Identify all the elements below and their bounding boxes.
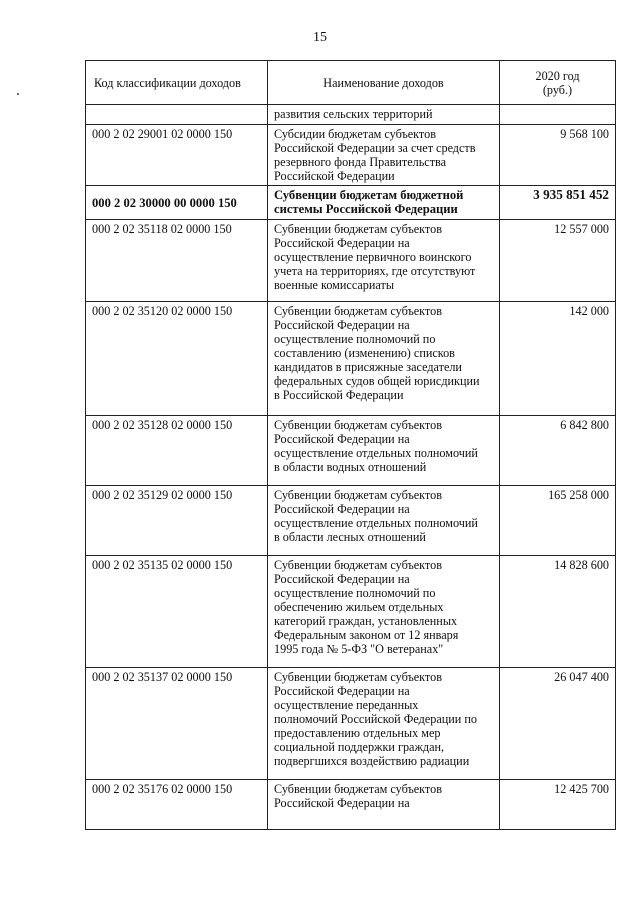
- row-name: [268, 186, 500, 220]
- row-name-line: развития сельских территорий: [274, 107, 433, 121]
- row-name-line: Субвенции бюджетам субъектов: [274, 418, 442, 432]
- row-name: [268, 125, 500, 186]
- row-name-line: 1995 года № 5-ФЗ "О ветеранах": [274, 642, 444, 656]
- header-name: Наименование доходов: [268, 61, 500, 105]
- row-name-line: кандидатов в присяжные заседатели: [274, 360, 462, 374]
- row-amount: [500, 105, 616, 125]
- table-row: [86, 186, 616, 220]
- row-name-line: осуществление отдельных полномочий: [274, 516, 478, 530]
- row-name-line: системы Российской Федерации: [274, 202, 458, 216]
- row-amount: 26 047 400: [500, 668, 616, 780]
- row-name-line: в области водных отношений: [274, 460, 427, 474]
- header-code: Код классификации доходов: [86, 61, 268, 105]
- table-row: [86, 220, 616, 302]
- table-header-row: [86, 61, 616, 105]
- row-name-line: Российской Федерации: [274, 169, 395, 183]
- row-name-line: осуществление отдельных полномочий: [274, 446, 478, 460]
- row-name-line: осуществление переданных: [274, 698, 419, 712]
- header-amount-unit: (руб.): [542, 82, 573, 97]
- row-name-line: обеспечению жильем отдельных: [274, 600, 444, 614]
- row-code: 000 2 02 35120 02 0000 150: [86, 302, 268, 416]
- table-row: [86, 556, 616, 668]
- income-table: [85, 60, 616, 830]
- row-name-line: осуществление полномочий по: [274, 332, 436, 346]
- row-name: [268, 668, 500, 780]
- row-name-line: осуществление первичного воинского: [274, 250, 472, 264]
- row-amount: 12 557 000: [500, 220, 616, 302]
- row-name-line: Субвенции бюджетам субъектов: [274, 782, 442, 796]
- table-row: [86, 125, 616, 186]
- row-name: [268, 486, 500, 556]
- row-code: 000 2 02 35137 02 0000 150: [86, 668, 268, 780]
- row-name: [268, 556, 500, 668]
- row-name-line: Субвенции бюджетам бюджетной: [274, 188, 464, 202]
- page-number: 15: [313, 30, 327, 45]
- row-name-line: Федеральным законом от 12 января: [274, 628, 459, 642]
- table-row: [86, 302, 616, 416]
- row-name-line: полномочий Российской Федерации по: [274, 712, 477, 726]
- row-name-line: категорий граждан, установленных: [274, 614, 458, 628]
- row-code: 000 2 02 35129 02 0000 150: [86, 486, 268, 556]
- row-name-line: Субвенции бюджетам субъектов: [274, 304, 442, 318]
- row-name-line: Российской Федерации на: [274, 236, 410, 250]
- row-name-line: подвергшихся воздействию радиации: [274, 754, 470, 768]
- row-name-line: Субвенции бюджетам субъектов: [274, 558, 442, 572]
- row-name-line: осуществление полномочий по: [274, 586, 436, 600]
- row-code: 000 2 02 30000 00 0000 150: [86, 186, 268, 220]
- row-name: [268, 302, 500, 416]
- row-name-line: Российской Федерации на: [274, 502, 410, 516]
- table-row: [86, 486, 616, 556]
- row-amount: 3 935 851 452: [500, 186, 616, 220]
- row-code: 000 2 02 35118 02 0000 150: [86, 220, 268, 302]
- table-row: [86, 105, 616, 125]
- row-code: [86, 105, 268, 125]
- table-row: [86, 416, 616, 486]
- row-name-line: Российской Федерации на: [274, 684, 410, 698]
- row-name-line: Субвенции бюджетам субъектов: [274, 488, 442, 502]
- row-name-line: Российской Федерации на: [274, 432, 410, 446]
- row-name-line: Российской Федерации за счет средств: [274, 141, 476, 155]
- table-body: [86, 105, 616, 830]
- row-code: 000 2 02 35135 02 0000 150: [86, 556, 268, 668]
- row-name-line: Российской Федерации на: [274, 796, 410, 810]
- row-name: [268, 220, 500, 302]
- row-name-line: Субсидии бюджетам субъектов: [274, 127, 436, 141]
- row-name-line: резервного фонда Правительства: [274, 155, 447, 169]
- table-row: [86, 668, 616, 780]
- row-name-line: в Российской Федерации: [274, 388, 404, 402]
- row-name-line: социальной поддержки граждан,: [274, 740, 445, 754]
- row-name-line: федеральных судов общей юрисдикции: [274, 374, 480, 388]
- row-name-line: учета на территориях, где отсутствуют: [274, 264, 476, 278]
- row-name-line: Субвенции бюджетам субъектов: [274, 670, 442, 684]
- table-row: [86, 780, 616, 830]
- row-amount: 9 568 100: [500, 125, 616, 186]
- row-code: 000 2 02 35128 02 0000 150: [86, 416, 268, 486]
- row-amount: 165 258 000: [500, 486, 616, 556]
- row-name-line: Российской Федерации на: [274, 572, 410, 586]
- row-name: [268, 416, 500, 486]
- row-name-line: предоставлению отдельных мер: [274, 726, 441, 740]
- row-amount: 14 828 600: [500, 556, 616, 668]
- row-amount: 12 425 700: [500, 780, 616, 830]
- scan-speck: [17, 93, 19, 95]
- row-amount: 6 842 800: [500, 416, 616, 486]
- row-name: [268, 105, 500, 125]
- row-code: 000 2 02 29001 02 0000 150: [86, 125, 268, 186]
- row-name-line: составлению (изменению) списков: [274, 346, 455, 360]
- row-name-line: военные комиссариаты: [274, 278, 395, 292]
- row-name-line: Российской Федерации на: [274, 318, 410, 332]
- row-name-line: Субвенции бюджетам субъектов: [274, 222, 442, 236]
- row-code: 000 2 02 35176 02 0000 150: [86, 780, 268, 830]
- row-amount: 142 000: [500, 302, 616, 416]
- header-amount-year: 2020 год: [535, 68, 580, 83]
- header-amount: [500, 61, 616, 105]
- row-name: [268, 780, 500, 830]
- row-name-line: в области лесных отношений: [274, 530, 426, 544]
